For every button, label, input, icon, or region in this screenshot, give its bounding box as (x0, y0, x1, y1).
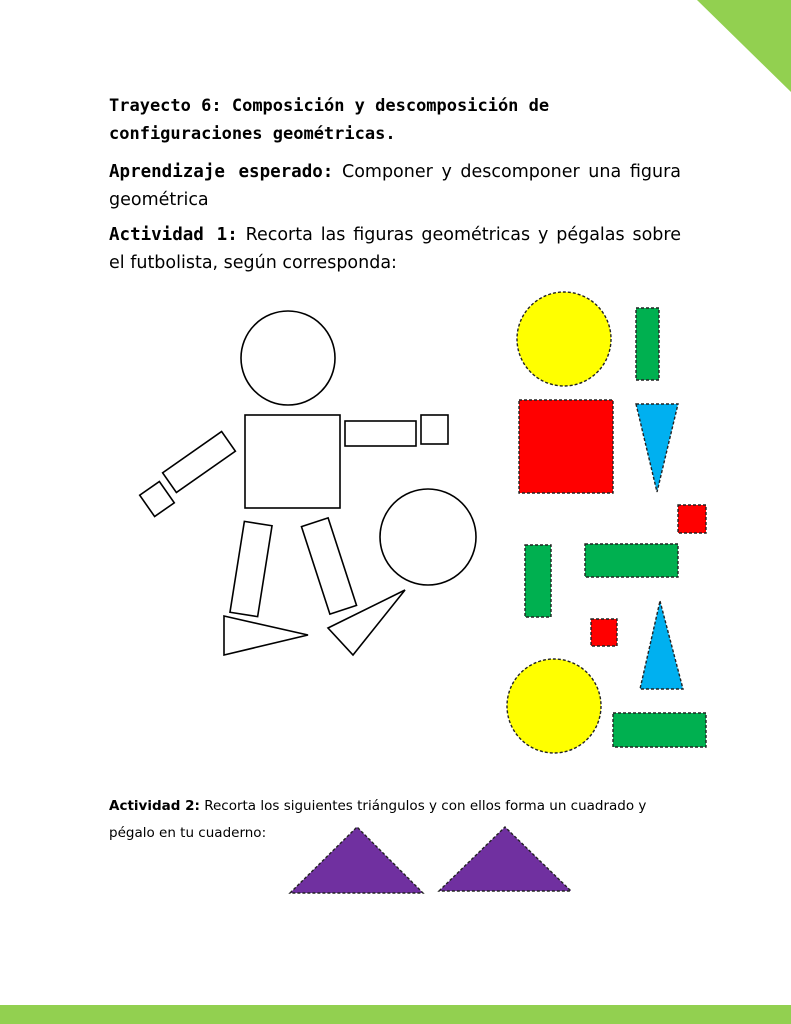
actividad1-text: Recorta las figuras geométricas y pégalas sobre el futbolista, según corresponda: (109, 225, 681, 273)
purple-triangle-right (439, 827, 571, 891)
actividad2-text: Recorta los siguientes triángulos y con ellos forma un cuadrado y pégalo en tu cuaderno: (109, 798, 647, 841)
heading-label: Trayecto 6: (109, 96, 222, 116)
aprendizaje-text: Componer y descomponer una figura geométrica (109, 162, 681, 210)
actividad2-label: Actividad 2: (109, 798, 200, 814)
purple-triangle-left (290, 827, 423, 893)
actividad1-label: Actividad 1: (109, 225, 238, 245)
heading-text: Composición y descomposición de configuraciones geométricas. (109, 96, 550, 144)
aprendizaje-label: Aprendizaje esperado: (109, 162, 334, 182)
